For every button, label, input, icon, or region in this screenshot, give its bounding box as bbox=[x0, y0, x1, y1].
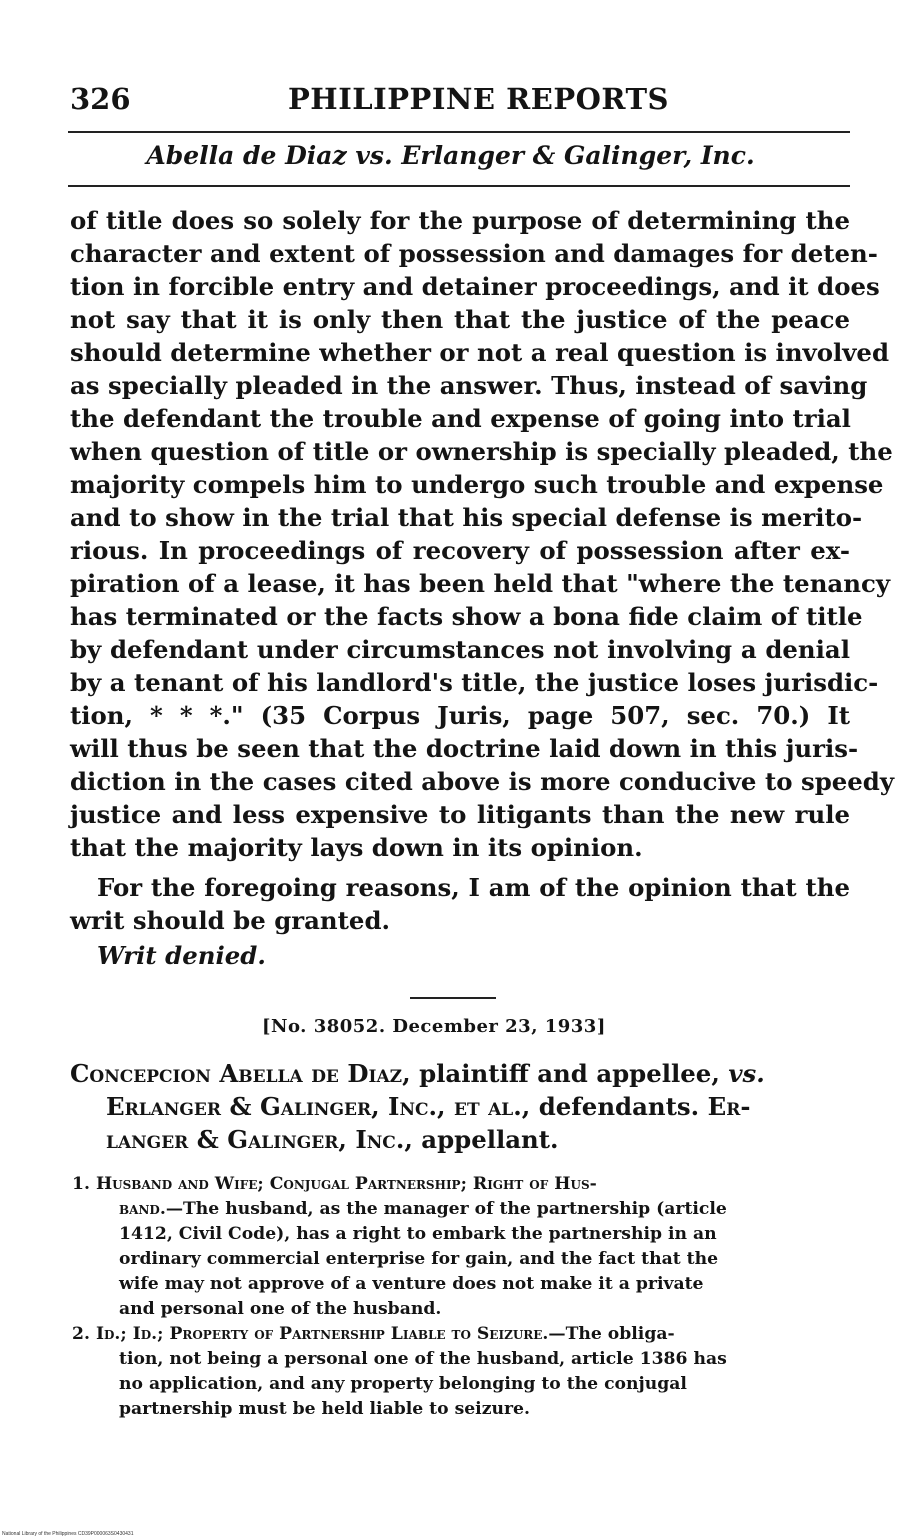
body-line: diction in the cases cited above is more conducive to speedy bbox=[70, 767, 895, 796]
syllabus-item-2 bbox=[72, 1322, 675, 1347]
syllabus-line: 1412, Civil Code), has a right to embark the partnership in an bbox=[119, 1224, 717, 1244]
body-line: of title does so solely for the purpose of determining the bbox=[70, 206, 850, 235]
conclusion-line: writ should be granted. bbox=[70, 906, 390, 935]
appellant-role: , appellant. bbox=[404, 1125, 559, 1154]
section-divider bbox=[410, 997, 496, 999]
syllabus-line: and personal one of the husband. bbox=[119, 1299, 442, 1319]
appellant-name: langer & Galinger, Inc. bbox=[106, 1125, 405, 1154]
body-line: should determine whether or not a real question is involved bbox=[70, 338, 890, 367]
page-header bbox=[70, 82, 850, 122]
syllabus-number: 2. bbox=[72, 1324, 90, 1344]
parties-line-1 bbox=[70, 1058, 765, 1090]
body-line: and to show in the trial that his special defense is merito- bbox=[70, 503, 863, 532]
body-line: when question of title or ownership is specially pleaded, the bbox=[70, 437, 893, 466]
versus: vs. bbox=[728, 1059, 765, 1088]
body-line: has terminated or the facts show a bona fide claim of title bbox=[70, 602, 863, 631]
syllabus-item-1 bbox=[72, 1172, 597, 1197]
syllabus-heading-end: band. bbox=[119, 1199, 166, 1219]
body-line: majority compels him to undergo such trouble and expense bbox=[70, 470, 884, 499]
header-top-rule bbox=[68, 131, 850, 133]
body-line: character and extent of possession and damages for deten- bbox=[70, 239, 878, 268]
page-number: 326 bbox=[70, 82, 131, 116]
body-line: tion, * * *." (35 Corpus Juris, page 507, sec. 70.) It bbox=[70, 701, 850, 730]
syllabus-line: ordinary commercial enterprise for gain, and the fact that the bbox=[119, 1249, 719, 1269]
defendant-name: Erlanger & Galinger, Inc., et al. bbox=[106, 1092, 522, 1121]
body-line: by a tenant of his landlord's title, the justice loses jurisdic- bbox=[70, 668, 879, 697]
body-line: not say that it is only then that the justice of the peace bbox=[70, 305, 850, 334]
body-line: will thus be seen that the doctrine laid down in this juris- bbox=[70, 734, 859, 763]
docket-number: [No. 38052. December 23, 1933] bbox=[262, 1016, 606, 1037]
body-line: the defendant the trouble and expense of going into trial bbox=[70, 404, 851, 433]
syllabus-line: partnership must be held liable to seizure. bbox=[119, 1399, 530, 1419]
syllabus-text: —The obliga- bbox=[548, 1324, 675, 1344]
syllabus-line: tion, not being a personal one of the husband, article 1386 has bbox=[119, 1349, 727, 1369]
header-bottom-rule bbox=[68, 185, 850, 187]
body-line: tion in forcible entry and detainer proceedings, and it does bbox=[70, 272, 880, 301]
defendant-role: , defendants. bbox=[521, 1092, 708, 1121]
syllabus-heading: Husband and Wife; Conjugal Partnership; Right of Hus- bbox=[95, 1174, 597, 1194]
body-line: justice and less expensive to litigants than the new rule bbox=[70, 800, 850, 829]
disposition: Writ denied. bbox=[97, 941, 266, 970]
conclusion-line: For the foregoing reasons, I am of the opinion that the bbox=[97, 873, 850, 902]
syllabus-line: wife may not approve of a venture does not make it a private bbox=[119, 1274, 704, 1294]
body-line: rious. In proceedings of recovery of possession after ex- bbox=[70, 536, 850, 565]
appellant-name-start: Er- bbox=[707, 1092, 751, 1121]
body-line: piration of a lease, it has been held that "where the tenancy bbox=[70, 569, 890, 598]
scan-footer: National Library of the Philippines CD39P000063S0430431 bbox=[2, 1531, 134, 1537]
parties-line-3 bbox=[106, 1124, 559, 1156]
body-line: that the majority lays down in its opinion. bbox=[70, 833, 643, 862]
syllabus-text: —The husband, as the manager of the partnership (article bbox=[165, 1199, 727, 1219]
syllabus-heading: Id.; Id.; Property of Partnership Liable to Seizure. bbox=[95, 1324, 549, 1344]
syllabus-line: no application, and any property belonging to the conjugal bbox=[119, 1374, 687, 1394]
parties-line-2 bbox=[106, 1091, 750, 1123]
body-line: by defendant under circumstances not involving a denial bbox=[70, 635, 850, 664]
syllabus-line bbox=[119, 1197, 727, 1222]
syllabus-number: 1. bbox=[72, 1174, 90, 1194]
running-head: PHILIPPINE REPORTS bbox=[288, 82, 670, 116]
plaintiff-name: Concepcion Abella de Diaz bbox=[70, 1059, 403, 1088]
plaintiff-role: , plaintiff and appellee, bbox=[402, 1059, 729, 1088]
case-caption: Abella de Diaz vs. Erlanger & Galinger, Inc. bbox=[146, 141, 755, 170]
body-line: as specially pleaded in the answer. Thus, instead of saving bbox=[70, 371, 868, 400]
